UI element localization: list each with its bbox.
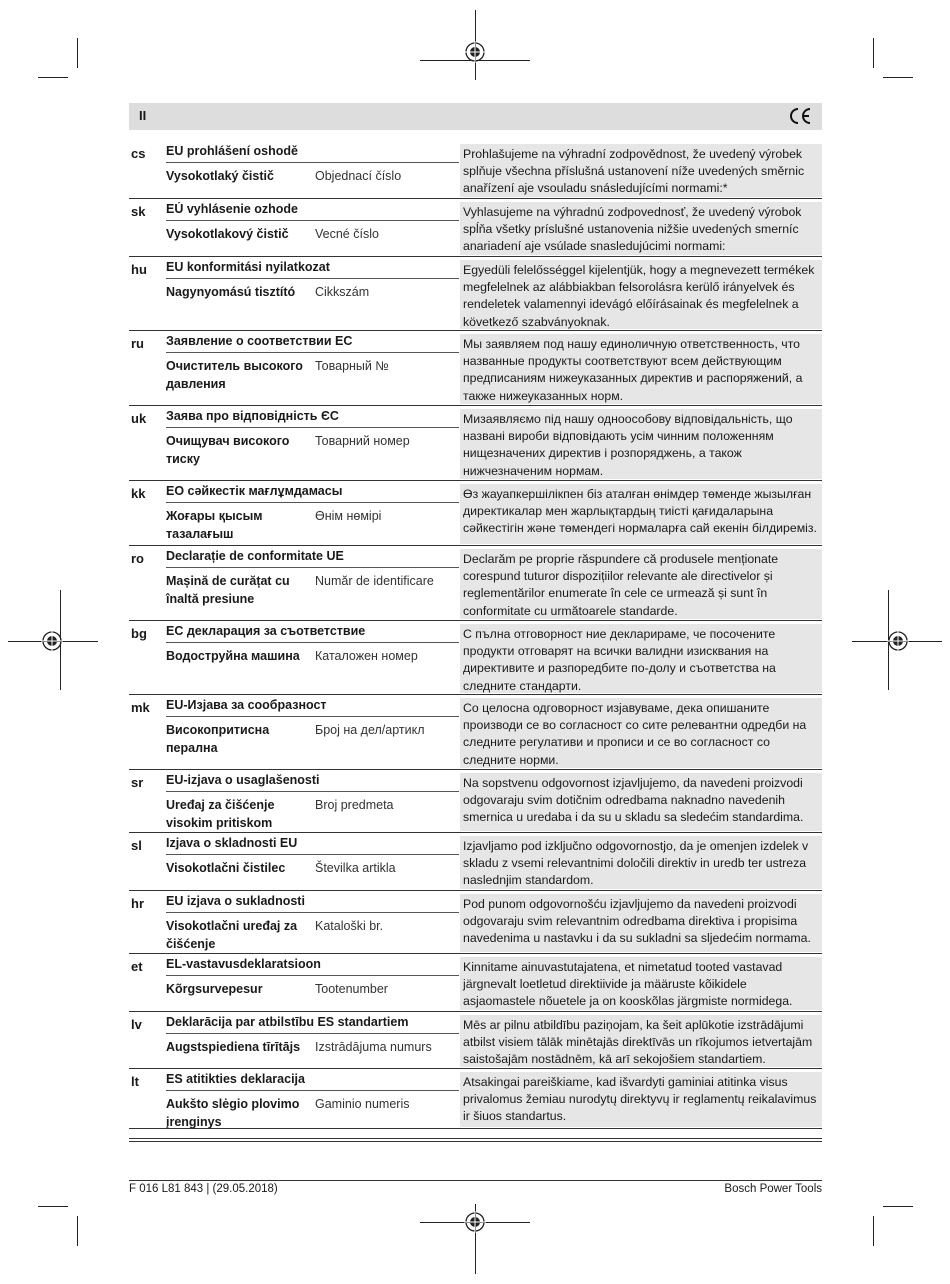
language-code: lv bbox=[131, 1017, 142, 1032]
declaration-row bbox=[129, 1069, 822, 1129]
declaration-title: EÚ vyhlásenie ozhode bbox=[166, 202, 459, 221]
language-code: lt bbox=[131, 1074, 139, 1089]
footer-divider bbox=[129, 1180, 822, 1181]
article-number-label: Objednací číslo bbox=[315, 169, 402, 183]
declaration-statement: Mēs ar pilnu atbildību paziņojam, ka šeit aplūkotie izstrādājumi atbilst visiem tālāk minētajās direktīvās un rīkojumos ietvertajām saistošajām nostādnēm, kā arī sekojošiem standartiem. bbox=[460, 1015, 822, 1067]
declaration-title: EU-izjava o usaglašenosti bbox=[166, 773, 459, 792]
article-number-label: Broj predmeta bbox=[315, 798, 394, 812]
product-name: Visokotlačni uređaj za čišćenje bbox=[166, 919, 298, 951]
declaration-title: Izjava o skladnosti EU bbox=[166, 836, 459, 855]
crop-mark bbox=[883, 1206, 913, 1207]
declaration-row bbox=[129, 621, 822, 695]
declaration-row bbox=[129, 141, 822, 199]
article-number-label: Izstrādājuma numurs bbox=[315, 1040, 432, 1054]
brand-name: Bosch Power Tools bbox=[724, 1183, 822, 1195]
ce-mark-icon bbox=[788, 106, 812, 126]
declaration-title: ЕС декларация за съответствие bbox=[166, 624, 459, 643]
declaration-statement: Мы заявляем под нашу единоличную ответственность, что названные продукты соответствуют всем действующим предписаниям нижеуказанных директив и распоряжений, а также нижеуказанных норм. bbox=[460, 334, 822, 404]
declaration-row bbox=[129, 331, 822, 406]
article-number-label: Каталожен номер bbox=[315, 649, 418, 663]
table-end-rule bbox=[129, 1138, 822, 1139]
declaration-row bbox=[129, 954, 822, 1012]
language-code: sr bbox=[131, 775, 144, 790]
declaration-statement: Vyhlasujeme na výhradnú zodpovednosť, že uvedený výrobok spĺňa všetky príslušné ustanovenia nižšie uvedených smerníc anariadení aje vsúlade snasledujúcimi normami: bbox=[460, 202, 822, 255]
article-number-label: Număr de identificare bbox=[315, 574, 434, 588]
document-number: F 016 L81 843 | (29.05.2018) bbox=[129, 1183, 278, 1195]
declaration-statement: Na sopstvenu odgovornost izjavljujemo, da navedeni proizvodi odgovaraju svim dotičnim odredbama naknadno navedenih smernica u uredaba i da su u skladu sa sledećim standardima. bbox=[460, 773, 822, 831]
product-name: Vysokotlaký čistič bbox=[166, 169, 274, 183]
page-number: II bbox=[139, 108, 147, 123]
declaration-title: EU izjava o sukladnosti bbox=[166, 894, 459, 913]
declaration-statement: Со целосна одговорност изјавуваме, дека опишаните производи се во согласност со сите релевантни одредби на следните регулативи и прописи и се во согласност со следните норми. bbox=[460, 698, 822, 768]
language-code: sk bbox=[131, 204, 146, 219]
registration-target-icon bbox=[464, 41, 486, 63]
article-number-label: Gaminio numeris bbox=[315, 1097, 410, 1111]
declaration-title: Заява про відповідність ЄС bbox=[166, 409, 459, 428]
declaration-statement: Egyedüli felelősséggel kijelentjük, hogy a megnevezett termékek megfelelnek az alábbiakban felsorolásra kerülő irányelvek és rendeletek valamennyi idevágó előírásainak és megfelelnek a következő szabványoknak. bbox=[460, 260, 822, 329]
crop-mark bbox=[873, 1216, 874, 1246]
declaration-title: EU-Изјава за сообразност bbox=[166, 698, 459, 717]
product-name: Очищувач високого тиску bbox=[166, 434, 290, 466]
registration-target-icon bbox=[887, 630, 909, 652]
declaration-row bbox=[129, 199, 822, 257]
registration-target-icon bbox=[464, 1211, 486, 1233]
declarations-table bbox=[129, 141, 822, 1129]
product-name: Uređaj za čišćenje visokim pritiskom bbox=[166, 798, 275, 830]
crop-mark bbox=[77, 1216, 78, 1246]
language-code: kk bbox=[131, 486, 146, 501]
declaration-statement: Pod punom odgovornošću izjavljujemo da navedeni proizvodi odgovaraju svim relevantnim odredbama direktiva i propisima navedenima u nastavku i da su sukladni sa sljedećim normama. bbox=[460, 894, 822, 952]
declaration-title: ES atitikties deklaracija bbox=[166, 1072, 459, 1091]
declaration-row bbox=[129, 257, 822, 331]
article-number-label: Tootenumber bbox=[315, 982, 388, 996]
table-end-rule bbox=[129, 1141, 822, 1142]
article-number-label: Товарный № bbox=[315, 359, 389, 373]
declaration-title: EL-vastavusdeklaratsioon bbox=[166, 957, 459, 976]
declaration-statement: Мизаявляємо під нашу одноособову відповідальність, що названі вироби відповідають усім чинним положенням нищезначених директив і розпоряджень, а також нижчезначеним нормам. bbox=[460, 409, 822, 479]
language-code: hr bbox=[131, 896, 144, 911]
language-code: ru bbox=[131, 336, 144, 351]
product-name: Високопритисна перална bbox=[166, 723, 270, 755]
product-name: Kõrgsurvepesur bbox=[166, 982, 263, 996]
product-name: Водоструйна машина bbox=[166, 649, 300, 663]
crop-mark bbox=[77, 38, 78, 68]
product-name: Mașină de curățat cu înaltă presiune bbox=[166, 574, 290, 606]
crop-mark bbox=[883, 77, 913, 78]
article-number-label: Vecné číslo bbox=[315, 227, 379, 241]
article-number-label: Cikkszám bbox=[315, 285, 370, 299]
language-code: bg bbox=[131, 626, 147, 641]
crop-mark bbox=[38, 77, 68, 78]
registration-target-icon bbox=[41, 630, 63, 652]
declaration-statement: Izjavljamo pod izključno odgovornostjo, da je omenjen izdelek v skladu z vsemi relevantnimi določili direktiv in uredb ter ustreza naslednjim standardom. bbox=[460, 836, 822, 889]
product-name: Visokotlačni čistilec bbox=[166, 861, 286, 875]
language-code: uk bbox=[131, 411, 147, 426]
crop-mark bbox=[38, 1206, 68, 1207]
declaration-title: EU prohlášení oshodě bbox=[166, 144, 459, 163]
declaration-row bbox=[129, 1012, 822, 1069]
declaration-row bbox=[129, 406, 822, 481]
article-number-label: Številka artikla bbox=[315, 861, 396, 875]
declaration-title: Deklarācija par atbilstību ES standartiem bbox=[166, 1015, 459, 1034]
product-name: Augstspiediena tīrītājs bbox=[166, 1040, 301, 1054]
declaration-statement: С пълна отговорност ние декларираме, че посочените продукти отговарят на всички валидни изисквания на директивите и разпоредбите по-долу и съответства на следните стандарти. bbox=[460, 624, 822, 693]
product-name: Очиститель высокого давления bbox=[166, 359, 303, 391]
declaration-title: EU konformitási nyilatkozat bbox=[166, 260, 459, 279]
declaration-row bbox=[129, 891, 822, 954]
language-code: et bbox=[131, 959, 143, 974]
declaration-row bbox=[129, 833, 822, 891]
product-name: Nagynyomású tisztító bbox=[166, 285, 296, 299]
declaration-title: Declarație de conformitate UE bbox=[166, 549, 459, 568]
declaration-row bbox=[129, 546, 822, 621]
declaration-statement: Prohlašujeme na výhradní zodpovědnost, že uvedený výrobek splňuje všechna příslušná ustanovení níže uvedených směrnic anařízení aje vsouladu snásledujícími normami:* bbox=[460, 144, 822, 197]
declaration-statement: Kinnitame ainuvastutajatena, et nimetatud tooted vastavad järgnevalt loetletud direktiivide ja määruste kõikidele asjaomastele nõuetele ja on kooskõlas järgmiste normidega. bbox=[460, 957, 822, 1010]
article-number-label: Број на дел/артикл bbox=[315, 723, 425, 737]
declaration-row bbox=[129, 770, 822, 833]
article-number-label: Өнім нөмірі bbox=[315, 509, 382, 523]
declaration-statement: Declarăm pe proprie răspundere că produsele menționate corespund tuturor dispozițiilor relevante ale directivelor și reglementărilor enumerate în cele ce urmează și sunt în conformitate cu următoarele standarde. bbox=[460, 549, 822, 619]
language-code: sl bbox=[131, 838, 142, 853]
declaration-row bbox=[129, 695, 822, 770]
page-header bbox=[129, 103, 822, 130]
language-code: cs bbox=[131, 146, 146, 161]
product-name: Vysokotlakový čistič bbox=[166, 227, 289, 241]
language-code: ro bbox=[131, 551, 144, 566]
language-code: hu bbox=[131, 262, 147, 277]
product-name: Жоғары қысым тазалағыш bbox=[166, 509, 263, 541]
crop-mark bbox=[873, 38, 874, 68]
declaration-statement: Atsakingai pareiškiame, kad išvardyti gaminiai atitinka visus privalomus žemiau nurodytų direktyvų ir reglamentų reikalavimus ir šiuos standartus. bbox=[460, 1072, 822, 1127]
declaration-statement: Өз жауапкершілікпен біз аталған өнімдер төменде жызылған директикалар мен жарлықтардың тиісті қағидаларына сәйкестігін және төмендегі нормаларға сай екенін білдиреміз. bbox=[460, 484, 822, 544]
language-code: mk bbox=[131, 700, 150, 715]
article-number-label: Kataloški br. bbox=[315, 919, 384, 933]
declaration-row bbox=[129, 481, 822, 546]
declaration-title: ЕО сәйкестік мағлұмдамасы bbox=[166, 484, 459, 503]
declaration-title: Заявление о соответствии ЕС bbox=[166, 334, 459, 353]
article-number-label: Товарний номер bbox=[315, 434, 410, 448]
product-name: Aukšto slėgio plovimo įrenginys bbox=[166, 1097, 300, 1129]
